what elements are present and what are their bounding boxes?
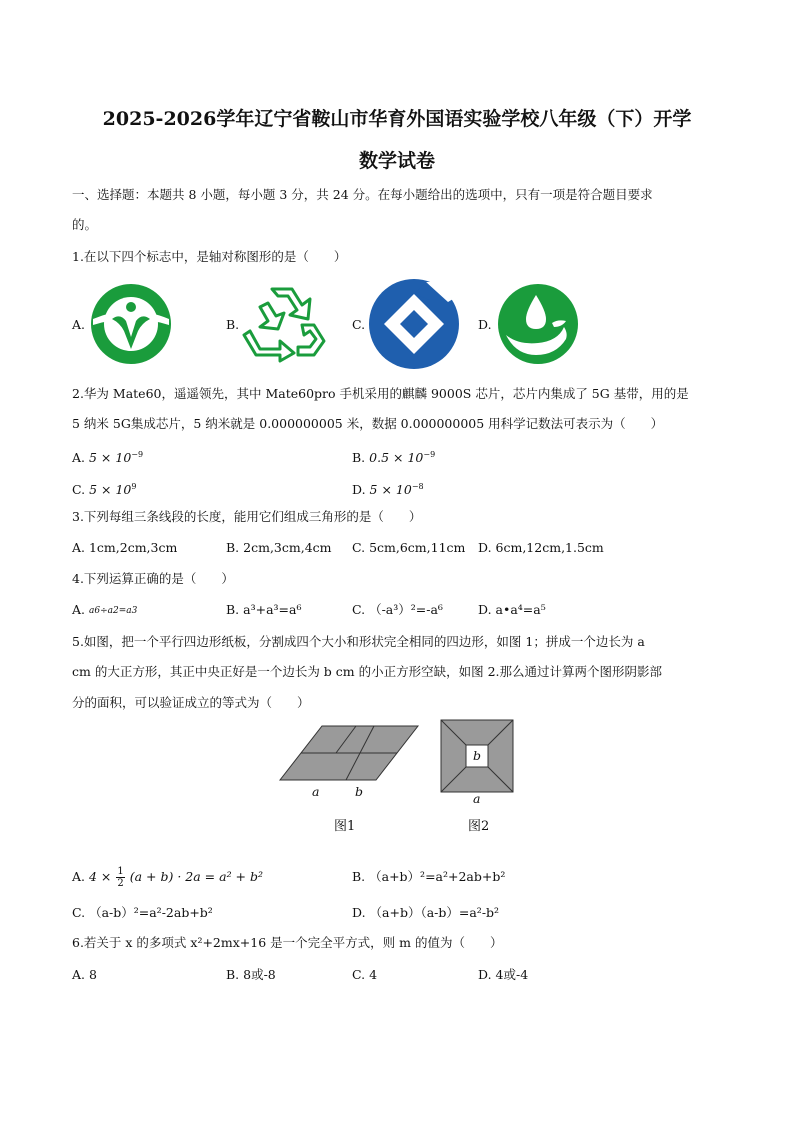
- q3-option-b: B. 2cm,3cm,4cm: [226, 540, 332, 555]
- q2-option-d: D. $5 \times 10^{-8}$: [352, 482, 424, 498]
- q5-fig1-label-b: b: [355, 784, 364, 799]
- ccb-bank-logo-icon: [368, 278, 460, 370]
- q1-option-c-label: C.: [352, 317, 366, 332]
- q1-option-d-label: D.: [478, 317, 492, 332]
- section1-heading-line1: 一、选择题：本题共 8 小题，每小题 3 分，共 24 分。在每小题给出的选项中，只有一项是符合题目要求: [72, 187, 653, 202]
- q4-option-c: C. （-a³）²=-a⁶: [352, 602, 443, 617]
- q5-figure1-parallelogram: [276, 722, 422, 784]
- q5-stem-line1: 5.如图，把一个平行四边形纸板，分割成四个大小和形状完全相同的四边形，如图 1；拼成一个边长为 a: [72, 634, 645, 649]
- q3-stem: 3.下列每组三条线段的长度，能用它们组成三角形的是（ ）: [72, 509, 422, 524]
- q2-stem-line2: 5 纳米 5G集成芯片，5 纳米就是 0.000000005 米，数据 0.000000005 用科学记数法可表示为（ ）: [72, 416, 664, 431]
- exam-title-line2: 数学试卷: [358, 150, 435, 172]
- q5-fig1-label-a: a: [312, 784, 320, 799]
- q2-option-b: B. $0.5 \times 10^{-9}$: [352, 450, 436, 466]
- exam-title-line1: 2025-2026学年辽宁省鞍山市华育外国语实验学校八年级（下）开学: [102, 108, 692, 130]
- q1-option-b-label: B.: [226, 317, 240, 332]
- q3-option-c: C. 5cm,6cm,11cm: [352, 540, 466, 555]
- q3-option-a: A. 1cm,2cm,3cm: [72, 540, 178, 555]
- q1-option-a-label: A.: [72, 317, 86, 332]
- q6-option-d: D. 4或-4: [478, 967, 529, 982]
- q5-fig2-caption: 图2: [468, 819, 490, 834]
- q6-option-a: A. 8: [72, 967, 97, 982]
- q3-option-d: D. 6cm,12cm,1.5cm: [478, 540, 604, 555]
- q5-option-c: C. （a-b）²=a²-2ab+b²: [72, 905, 213, 920]
- q5-option-b: B. （a+b）²=a²+2ab+b²: [352, 869, 506, 884]
- q5-option-a: A. 4 × $\frac{1}{2}$ (a + b) · 2a = a² + b²: [72, 866, 264, 889]
- q4-option-b: B. a³+a³=a⁶: [226, 602, 302, 617]
- q5-stem-line3: 分的面积，可以验证成立的等式为（ ）: [72, 695, 310, 710]
- q5-stem-line2: cm 的大正方形，其正中央正好是一个边长为 b cm 的小正方形空缺，如图 2.那么通过计算两个图形阴影部: [72, 664, 663, 679]
- q5-fig2-label-b: b: [473, 748, 482, 763]
- q6-option-c: C. 4: [352, 967, 378, 982]
- green-food-logo-icon: [90, 283, 172, 365]
- recycle-logo-icon: [242, 283, 328, 365]
- q2-option-c: C. $5 \times 10^9$: [72, 482, 137, 498]
- water-drop-logo-icon: [496, 283, 580, 365]
- q2-option-a: A. $5 \times 10^{-9}$: [72, 450, 144, 466]
- q5-fig1-caption: 图1: [334, 819, 356, 834]
- section1-heading-line2: 的。: [72, 217, 98, 232]
- q4-option-a: A. a6÷a2=a3: [72, 602, 138, 617]
- q4-option-d: D. a•a⁴=a⁵: [478, 602, 546, 617]
- q2-stem-line1: 2.华为 Mate60，遥遥领先，其中 Mate60pro 手机采用的麒麟 9000S 芯片，芯片内集成了 5G 基带，用的是: [72, 386, 689, 401]
- q1-stem: 1.在以下四个标志中，是轴对称图形的是（ ）: [72, 249, 347, 264]
- q5-fig2-label-a: a: [473, 791, 481, 806]
- q6-option-b: B. 8或-8: [226, 967, 276, 982]
- q5-option-d: D. （a+b）（a-b）=a²-b²: [352, 905, 500, 920]
- q6-stem: 6.若关于 x 的多项式 x²+2mx+16 是一个完全平方式，则 m 的值为（ ）: [72, 935, 503, 950]
- q4-stem: 4.下列运算正确的是（ ）: [72, 571, 234, 586]
